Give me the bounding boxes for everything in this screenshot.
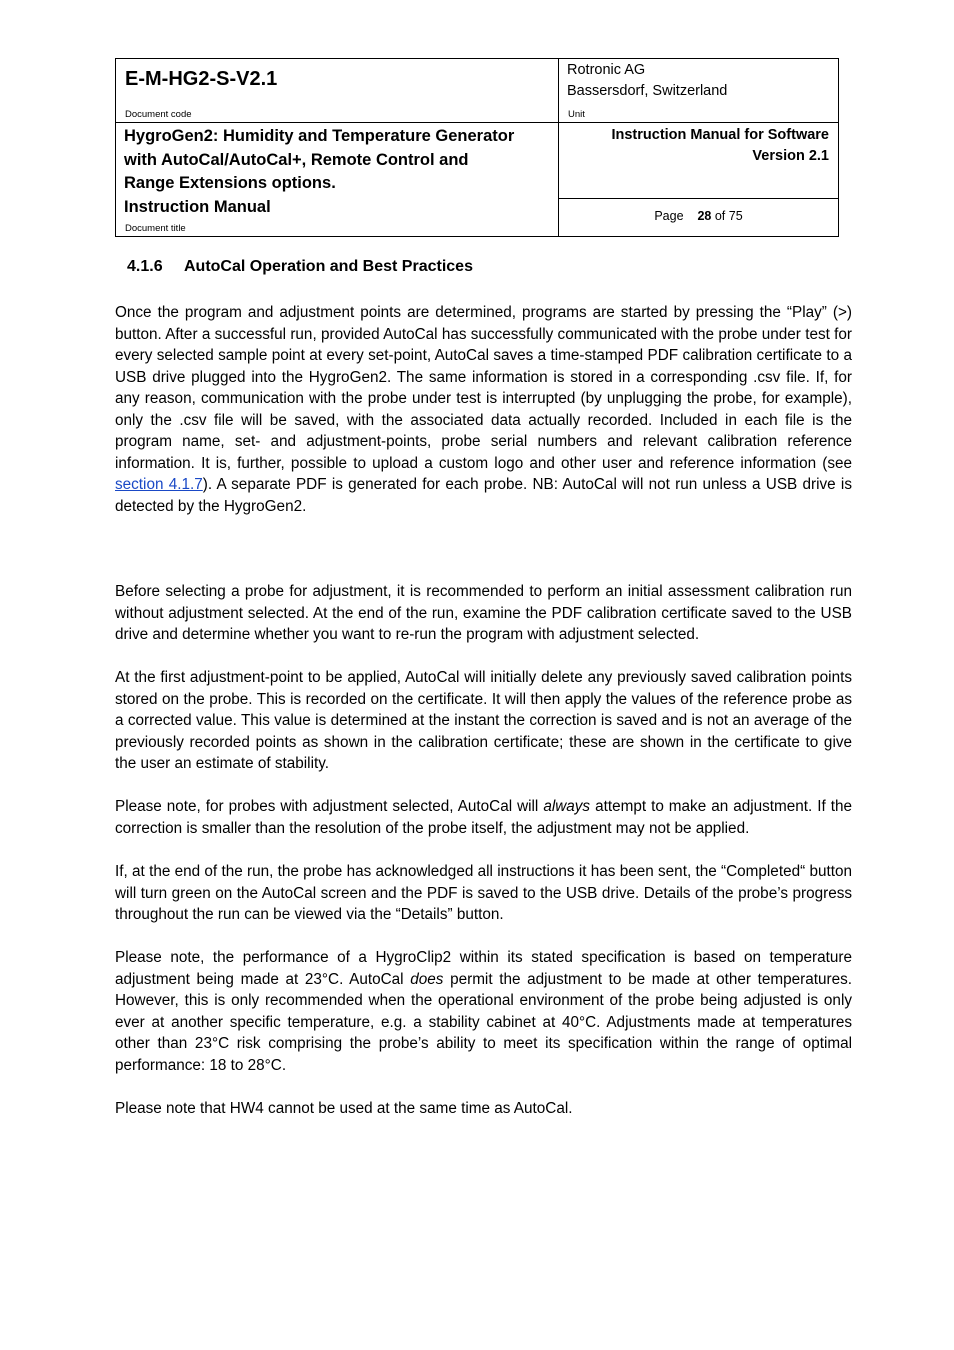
paragraph-text: ). A separate PDF is generated for each probe. NB: AutoCal will not run unless a USB drive is detected by the HygroGen2.	[115, 476, 852, 515]
doc-code: E-M-HG2-S-V2.1	[125, 68, 278, 90]
title-line: Range Extensions options.	[124, 174, 336, 192]
paragraph-completed-button: If, at the end of the run, the probe has acknowledged all instructions it has been sent, the “Completed“ button will turn green on the AutoCal screen and the PDF is saved to the USB drive. Details of the probe’s progress throughout the run can be viewed via the “Details” button.	[115, 863, 852, 923]
page-label: Page	[654, 209, 684, 223]
paragraph-first-adjustment: At the first adjustment-point to be applied, AutoCal will initially delete any previously saved calibration points stored on the probe. This is recorded on the certificate. It will then apply the values of the reference probe as a corrected value. This value is determined at the instant the correction is saved and is not an average of the previously recorded points as shown in the calibration certificate; these are shown in the certificate to give the user an estimate of stability.	[115, 669, 852, 772]
unit-cell	[559, 59, 839, 123]
document-title	[124, 125, 514, 219]
paragraph-hw4-note: Please note that HW4 cannot be used at the same time as AutoCal.	[115, 1100, 573, 1117]
emphasis-text: always	[543, 798, 591, 815]
document-header	[115, 58, 839, 237]
page-number: 28	[697, 209, 712, 223]
page-indicator	[559, 209, 838, 223]
section-heading	[127, 258, 473, 276]
page-cell	[559, 199, 839, 237]
software-version	[611, 125, 829, 167]
paragraph-text: Once the program and adjustment points are determined, programs are started by pressing the “Play” (>) button. After a successful run, provided AutoCal has successfully communicated with the probe under test for every selected sample point at every set-point, AutoCal saves a time-stamped PDF calibration certificate to a USB drive plugged into the HygroGen2. The same information is stored in a corresponding .csv file. If, for any reason, communication with the probe under test is interrupted (by unplugging the probe, for example), only the .csv file will be saved, with the associated data actually recorded. Included in each file is the program name, set- and adjustment-points, probe serial numbers and relevant calibration reference information. It is, further, possible to upload a custom logo and other user and reference information (see	[115, 304, 852, 472]
doc-code-caption: Document code	[125, 109, 192, 120]
title-cell	[116, 123, 559, 237]
paragraph-text: attempt to make an adjustment. If the correction is smaller than the resolution of the probe itself, the adjustment may not be applied.	[115, 798, 852, 837]
unit-caption: Unit	[568, 109, 585, 120]
software-version-label: Version 2.1	[752, 148, 829, 164]
paragraph-text: Please note, the performance of a HygroClip2 within its stated specification is based on temperature adjustment being made at 23°C. AutoCal	[115, 949, 852, 988]
title-line: HygroGen2: Humidity and Temperature Generator	[124, 127, 515, 145]
doc-code-cell	[116, 59, 559, 123]
software-manual-label: Instruction Manual for Software	[611, 127, 829, 143]
title-line: with AutoCal/AutoCal+, Remote Control and	[124, 150, 469, 169]
section-title: AutoCal Operation and Best Practices	[184, 258, 473, 275]
section-4-1-7-link[interactable]: section 4.1.7	[115, 476, 203, 493]
paragraph-text: permit the adjustment to be made at other temperatures. However, this is only recommended when the operational environment of the probe being adjusted is only ever at another specific temperature, e.g. a stability cabinet at 40°C. Adjustments made at temperatures other than 23°C risk comprising the probe’s ability to meet its specification within the range of optimal performance: 18 to 28°C.	[115, 970, 852, 1074]
paragraph-program-start	[115, 302, 852, 517]
software-cell	[559, 123, 839, 199]
emphasis-text: does	[410, 970, 444, 988]
paragraph-text: Please note, for probes with adjustment selected, AutoCal will	[115, 798, 544, 815]
paragraph-temperature-note	[115, 947, 852, 1076]
company-name: Rotronic AG	[567, 62, 646, 78]
paragraph-always-adjust	[115, 796, 852, 839]
paragraph-initial-assessment: Before selecting a probe for adjustment, it is recommended to perform an initial assessment calibration run without adjustment selected. At the end of the run, examine the PDF calibration certificate saved to the USB drive and determine whether you want to re-run the program with adjustment selected.	[115, 583, 852, 643]
company-location: Bassersdorf, Switzerland	[567, 83, 728, 99]
title-line: Instruction Manual	[124, 197, 271, 216]
title-caption: Document title	[125, 223, 186, 234]
section-number: 4.1.6	[127, 258, 163, 275]
page-total: of 75	[714, 209, 743, 223]
